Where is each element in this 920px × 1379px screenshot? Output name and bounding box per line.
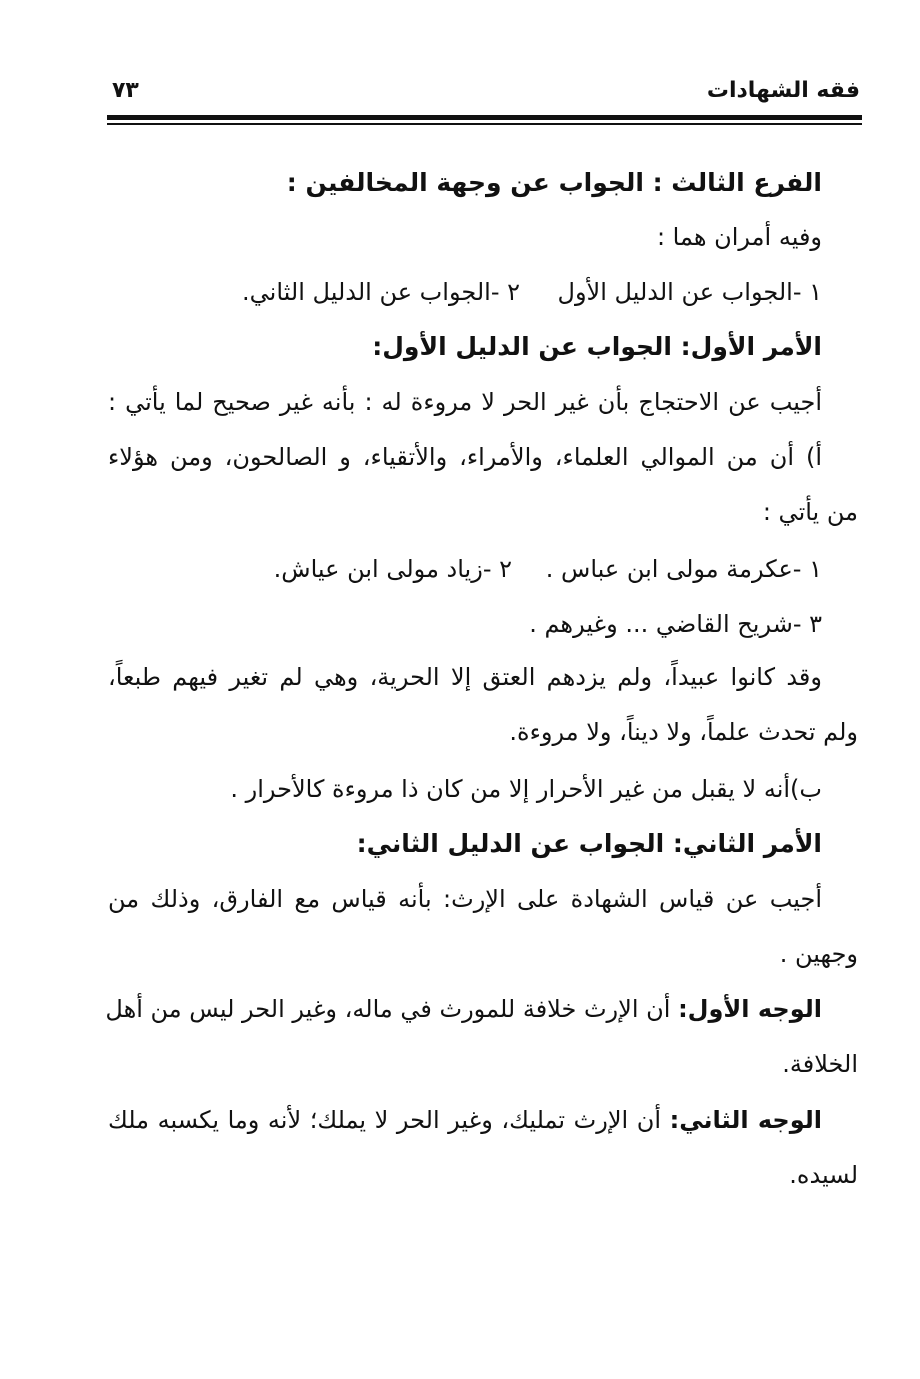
paragraph-line [108, 1103, 822, 1137]
paragraph-line: وجهين . [779, 940, 858, 968]
paragraph-line: وقد كانوا عبيداً، ولم يزدهم العتق إلا الحرية، وهي لم تغير فيهم طبعاً، [108, 663, 822, 691]
paragraph-line [105, 992, 822, 1026]
paragraph-line: من يأتي : [762, 498, 858, 526]
paragraph-line: لسيده. [789, 1161, 858, 1189]
paragraph-line: الخلافة. [782, 1050, 858, 1078]
list-item: ١ -عكرمة مولى ابن عباس . [545, 555, 822, 583]
subheading-first-matter: الأمر الأول: الجواب عن الدليل الأول: [372, 332, 822, 361]
face-two-label: الوجه الثاني: [669, 1106, 822, 1134]
paragraph-line: ولم تحدث علماً، ولا ديناً، ولا مروءة. [509, 718, 858, 746]
list-item: ٢ -الجواب عن الدليل الثاني. [242, 278, 520, 306]
book-title: فقه الشهادات [706, 78, 860, 103]
header-rule-thin [107, 123, 862, 125]
face-two-text: أن الإرث تمليك، وغير الحر لا يملك؛ لأنه وما يكسبه ملك [108, 1106, 662, 1134]
list-item: ١ -الجواب عن الدليل الأول [557, 278, 822, 306]
list-item: ٢ -زياد مولى ابن عياش. [273, 555, 512, 583]
list-item: ٣ -شريح القاضي ... وغيرهم . [529, 610, 822, 638]
face-one-label: الوجه الأول: [678, 995, 822, 1023]
page-header [112, 78, 860, 116]
paragraph-line: ب)أنه لا يقبل من غير الأحرار إلا من كان ذا مروءة كالأحرار . [230, 775, 822, 803]
intro-line: وفيه أمران هما : [656, 223, 822, 251]
paragraph-line: أ) أن من الموالي العلماء، والأمراء، والأتقياء، و الصالحون، ومن هؤلاء [108, 443, 822, 471]
paragraph-line: أجيب عن الاحتجاج بأن غير الحر لا مروءة له : بأنه غير صحيح لما يأتي : [108, 388, 822, 416]
header-rule-thick [107, 115, 862, 120]
page-number: ٧٣ [112, 78, 139, 103]
paragraph-line: أجيب عن قياس الشهادة على الإرث: بأنه قياس مع الفارق، وذلك من [108, 885, 822, 913]
face-one-text: أن الإرث خلافة للمورث في ماله، وغير الحر ليس من أهل [105, 995, 671, 1023]
subheading-second-matter: الأمر الثاني: الجواب عن الدليل الثاني: [356, 829, 822, 858]
section-heading: الفرع الثالث : الجواب عن وجهة المخالفين : [286, 168, 822, 197]
